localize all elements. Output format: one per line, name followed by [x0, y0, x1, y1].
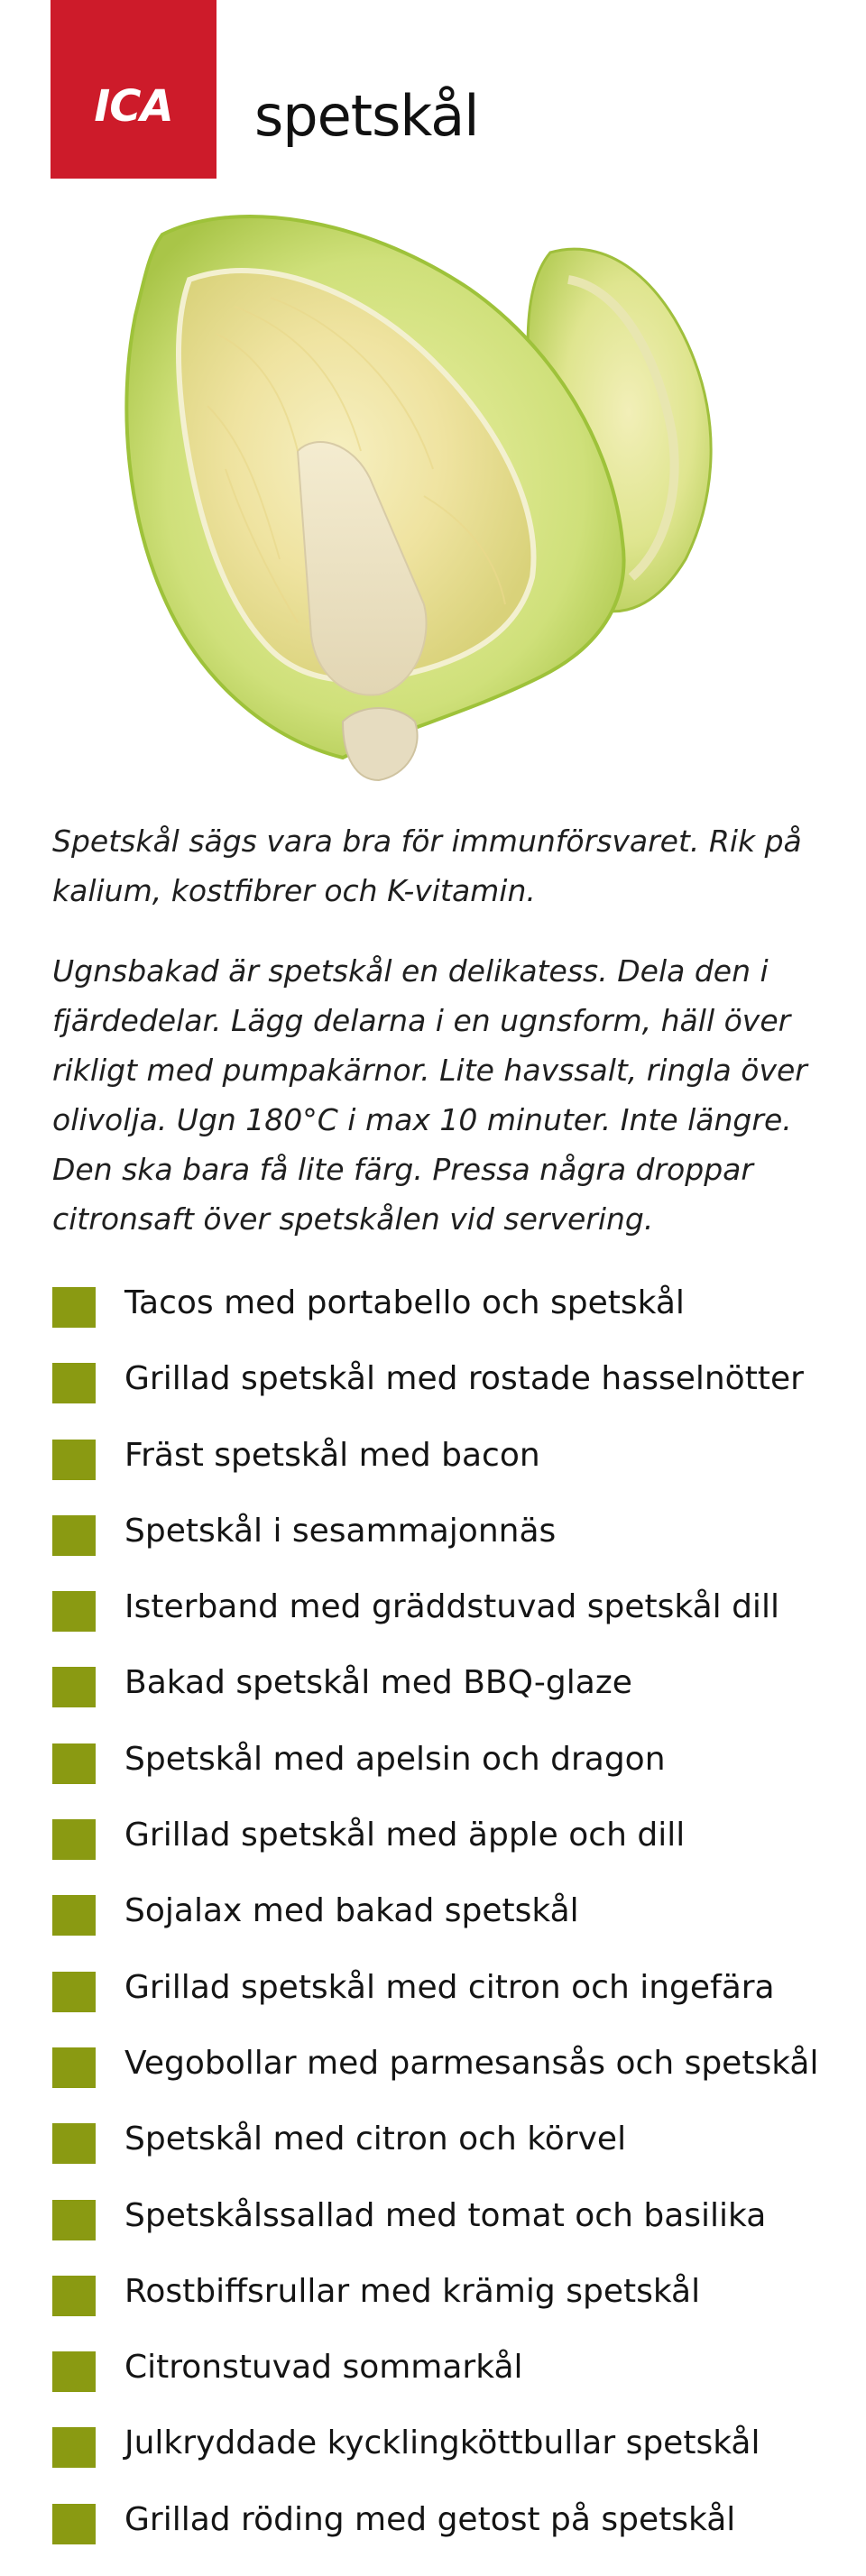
square-bullet-icon [52, 1895, 96, 1936]
list-item-label: Spetskål med citron och körvel [124, 2121, 627, 2158]
square-bullet-icon [52, 1819, 96, 1860]
list-item[interactable] [52, 1436, 846, 1512]
list-item-label: Tacos med portabello och spetskål [124, 1284, 685, 1321]
intro-text: Spetskål sägs vara bra för immunförsvaret. Rik på kalium, kostfibrer och K-vitamin. [52, 823, 802, 908]
list-item[interactable] [52, 1512, 846, 1587]
list-item-label: Spetskålssallad med tomat och basilika [124, 2196, 767, 2234]
list-item[interactable] [52, 2500, 846, 2576]
square-bullet-icon [52, 1440, 96, 1480]
cabbage-image [0, 180, 866, 803]
list-item-label: Spetskål med apelsin och dragon [124, 1740, 666, 1778]
list-item-label: Spetskål i sesammajonnäs [124, 1512, 557, 1550]
recipe-text: Ugnsbakad är spetskål en delikatess. Dela den i fjärdedelar. Lägg delarna i en ugnsform, häll över rikligt med pumpakärnor. Lite havssalt, ringla över olivolja. Ugn 180°C i max 10 minuter. Inte längre. Den ska bara få lite färg. Pressa några droppar citronsaft över spetskålen vid servering. [52, 953, 807, 1237]
list-item[interactable] [52, 2120, 846, 2195]
square-bullet-icon [52, 1972, 96, 2012]
square-bullet-icon [52, 1363, 96, 1403]
ica-logo[interactable] [51, 0, 216, 179]
square-bullet-icon [52, 1667, 96, 1707]
recipe-list [52, 1283, 846, 2576]
list-item[interactable] [52, 2272, 846, 2348]
square-bullet-icon [52, 1591, 96, 1632]
list-item[interactable] [52, 1891, 846, 1967]
square-bullet-icon [52, 2123, 96, 2164]
square-bullet-icon [52, 2276, 96, 2316]
list-item[interactable] [52, 1968, 846, 2044]
list-item-label: Rostbiffsrullar med krämig spetskål [124, 2272, 701, 2310]
square-bullet-icon [52, 2504, 96, 2544]
list-item-label: Grillad spetskål med citron och ingefära [124, 1968, 775, 2006]
list-item-label: Bakad spetskål med BBQ-glaze [124, 1664, 632, 1702]
list-item[interactable] [52, 2196, 846, 2272]
square-bullet-icon [52, 1287, 96, 1328]
square-bullet-icon [52, 2427, 96, 2468]
list-item[interactable] [52, 1359, 846, 1435]
list-item-label: Julkryddade kycklingköttbullar spetskål [124, 2424, 760, 2462]
list-item[interactable] [52, 1587, 846, 1663]
list-item[interactable] [52, 2348, 846, 2424]
square-bullet-icon [52, 1743, 96, 1784]
list-item-label: Grillad spetskål med rostade hasselnötter [124, 1360, 804, 1398]
list-item-label: Fräst spetskål med bacon [124, 1436, 540, 1474]
list-item-label: Sojalax med bakad spetskål [124, 1892, 579, 1930]
list-item-label: Citronstuvad sommarkål [124, 2349, 523, 2387]
list-item-label: Isterband med gräddstuvad spetskål dill [124, 1588, 779, 1626]
square-bullet-icon [52, 2200, 96, 2240]
list-item-label: Vegobollar med parmesansås och spetskål [124, 2044, 819, 2082]
header [0, 0, 866, 180]
list-item[interactable] [52, 2044, 846, 2120]
list-item[interactable] [52, 1283, 846, 1359]
list-item-label: Grillad röding med getost på spetskål [124, 2500, 736, 2538]
page-title: spetskål [254, 83, 479, 149]
list-item[interactable] [52, 1740, 846, 1816]
list-item[interactable] [52, 2424, 846, 2499]
square-bullet-icon [52, 2047, 96, 2088]
list-item-label: Grillad spetskål med äpple och dill [124, 1817, 686, 1854]
logo-text: ICA [94, 81, 173, 132]
square-bullet-icon [52, 1515, 96, 1556]
square-bullet-icon [52, 2351, 96, 2392]
list-item[interactable] [52, 1663, 846, 1739]
list-item[interactable] [52, 1816, 846, 1891]
